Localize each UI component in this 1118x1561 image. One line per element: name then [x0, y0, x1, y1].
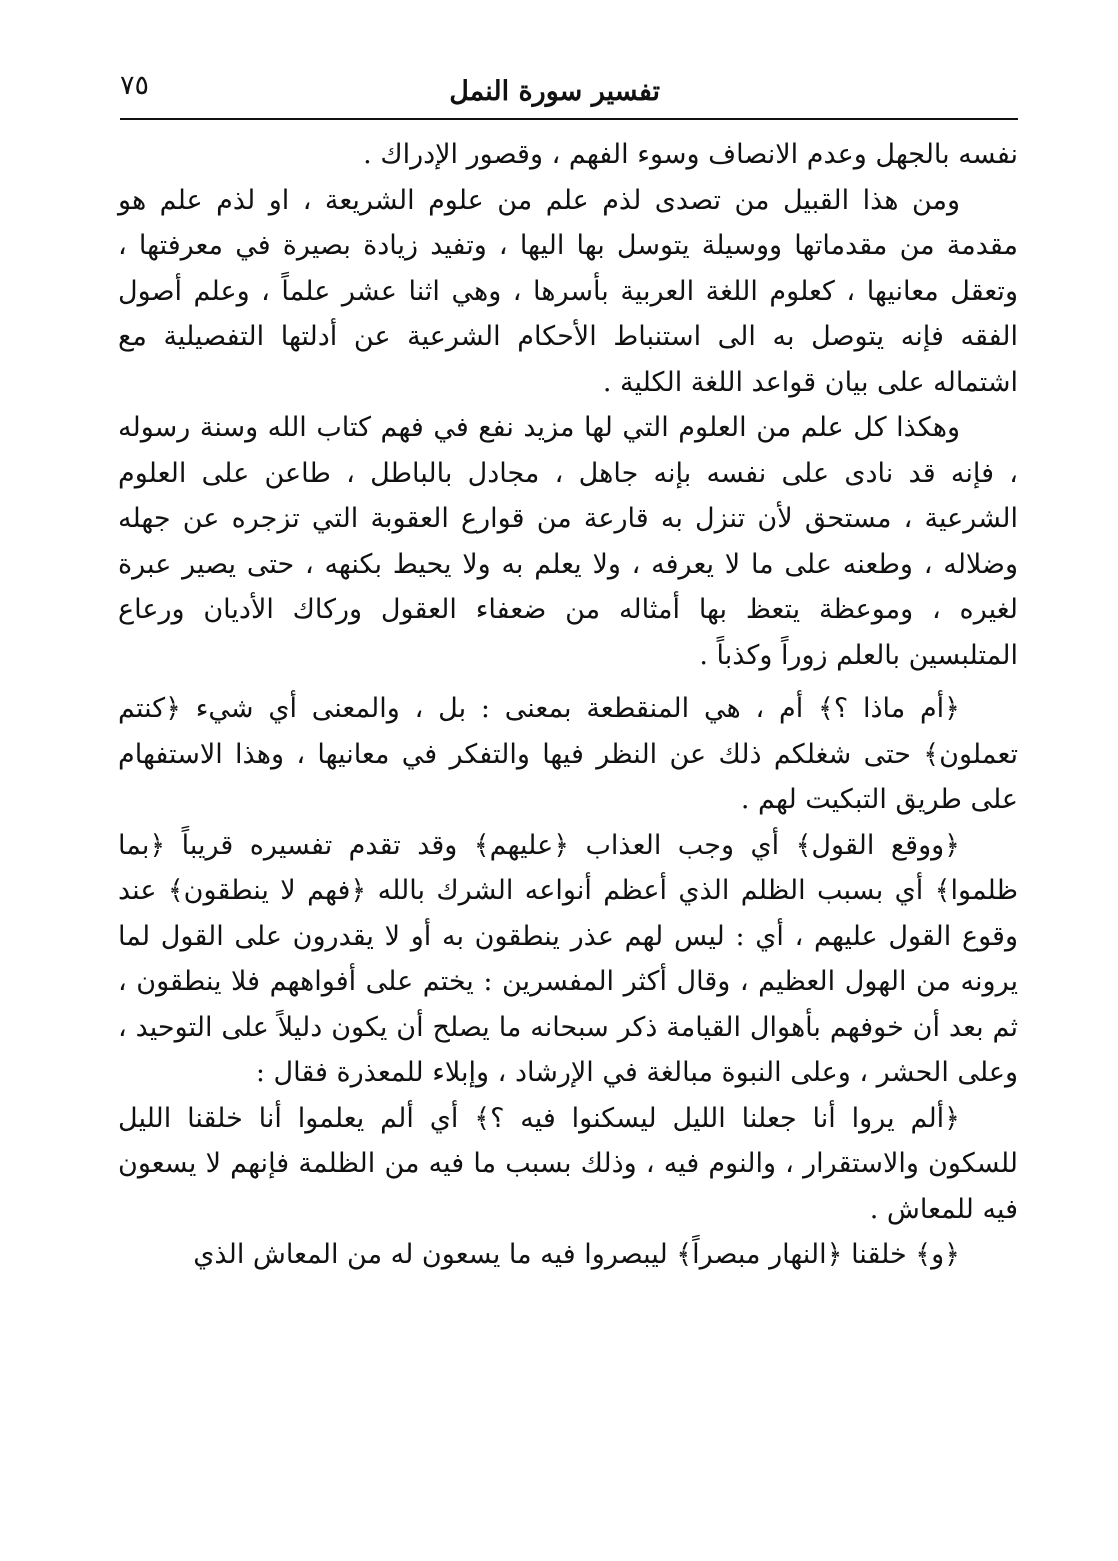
paragraph: ﴿أم ماذا ؟﴾ أم ، هي المنقطعة بمعنى : بل ، والمعنى أي شيء ﴿كنتم تعملون﴾ حتى شغلكم ذلك عن النظر فيها والتفكر في معانيها ، وهذا الاستفهام على طريق التبكيت لهم . [118, 693, 1018, 815]
running-title: تفسير سورة النمل [449, 76, 660, 107]
page-number: ٧٥ [120, 70, 150, 101]
paragraph-continuation: نفسه بالجهل وعدم الانصاف وسوء الفهم ، وقصور الإدراك . [363, 139, 1018, 170]
paragraph: وهكذا كل علم من العلوم التي لها مزيد نفع في فهم كتاب الله وسنة رسوله ، فإنه قد نادى على نفسه بإنه جاهل ، مجادل بالباطل ، طاعن على العلوم الشرعية ، مستحق لأن تنزل به قارعة من قوارع العقوبة التي تزجره عن جهله وضلاله ، وطعنه على ما لا يعرفه ، ولا يعلم به ولا يحيط بكنهه ، حتى يصير عبرة لغيره ، وموعظة يتعظ بها أمثاله من ضعفاء العقول وركاك الأديان ورعاع المتلبسين بالعلم زوراً وكذباً . [118, 412, 1018, 671]
body-text [118, 132, 1018, 1278]
paragraph: ﴿ووقع القول﴾ أي وجب العذاب ﴿عليهم﴾ وقد تقدم تفسيره قريباً ﴿بما ظلموا﴾ أي بسبب الظلم الذي أعظم أنواعه الشرك بالله ﴿فهم لا ينطقون﴾ عند وقوع القول عليهم ، أي : ليس لهم عذر ينطقون به أو لا يقدرون على القول لما يرونه من الهول العظيم ، وقال أكثر المفسرين : يختم على أفواههم فلا ينطقون ، ثم بعد أن خوفهم بأهوال القيامة ذكر سبحانه ما يصلح أن يكون دليلاً على التوحيد ، وعلى الحشر ، وعلى النبوة مبالغة في الإرشاد ، وإبلاء للمعذرة فقال : [118, 829, 1018, 1088]
paragraph: ﴿ألم يروا أنا جعلنا الليل ليسكنوا فيه ؟﴾ أي ألم يعلموا أنا خلقنا الليل للسكون والاستقرار ، والنوم فيه ، وذلك بسبب ما فيه من الظلمة فإنهم لا يسعون فيه للمعاش . [118, 1102, 1018, 1225]
paragraph: ومن هذا القبيل من تصدى لذم علم من علوم الشريعة ، او لذم علم هو مقدمة من مقدماتها ووسيلة يتوسل بها اليها ، وتفيد زيادة بصيرة في معرفتها ، وتعقل معانيها ، كعلوم اللغة العربية بأسرها ، وهي اثنا عشر علماً ، وعلم أصول الفقه فإنه يتوصل به الى استنباط الأحكام الشرعية عن أدلتها التفصيلية مع اشتماله على بيان قواعد اللغة الكلية . [118, 184, 1018, 398]
header-divider [120, 118, 1018, 120]
paragraph: ﴿و﴾ خلقنا ﴿النهار مبصراً﴾ ليبصروا فيه ما يسعون له من المعاش الذي [193, 1239, 960, 1270]
page-header [120, 62, 1020, 112]
